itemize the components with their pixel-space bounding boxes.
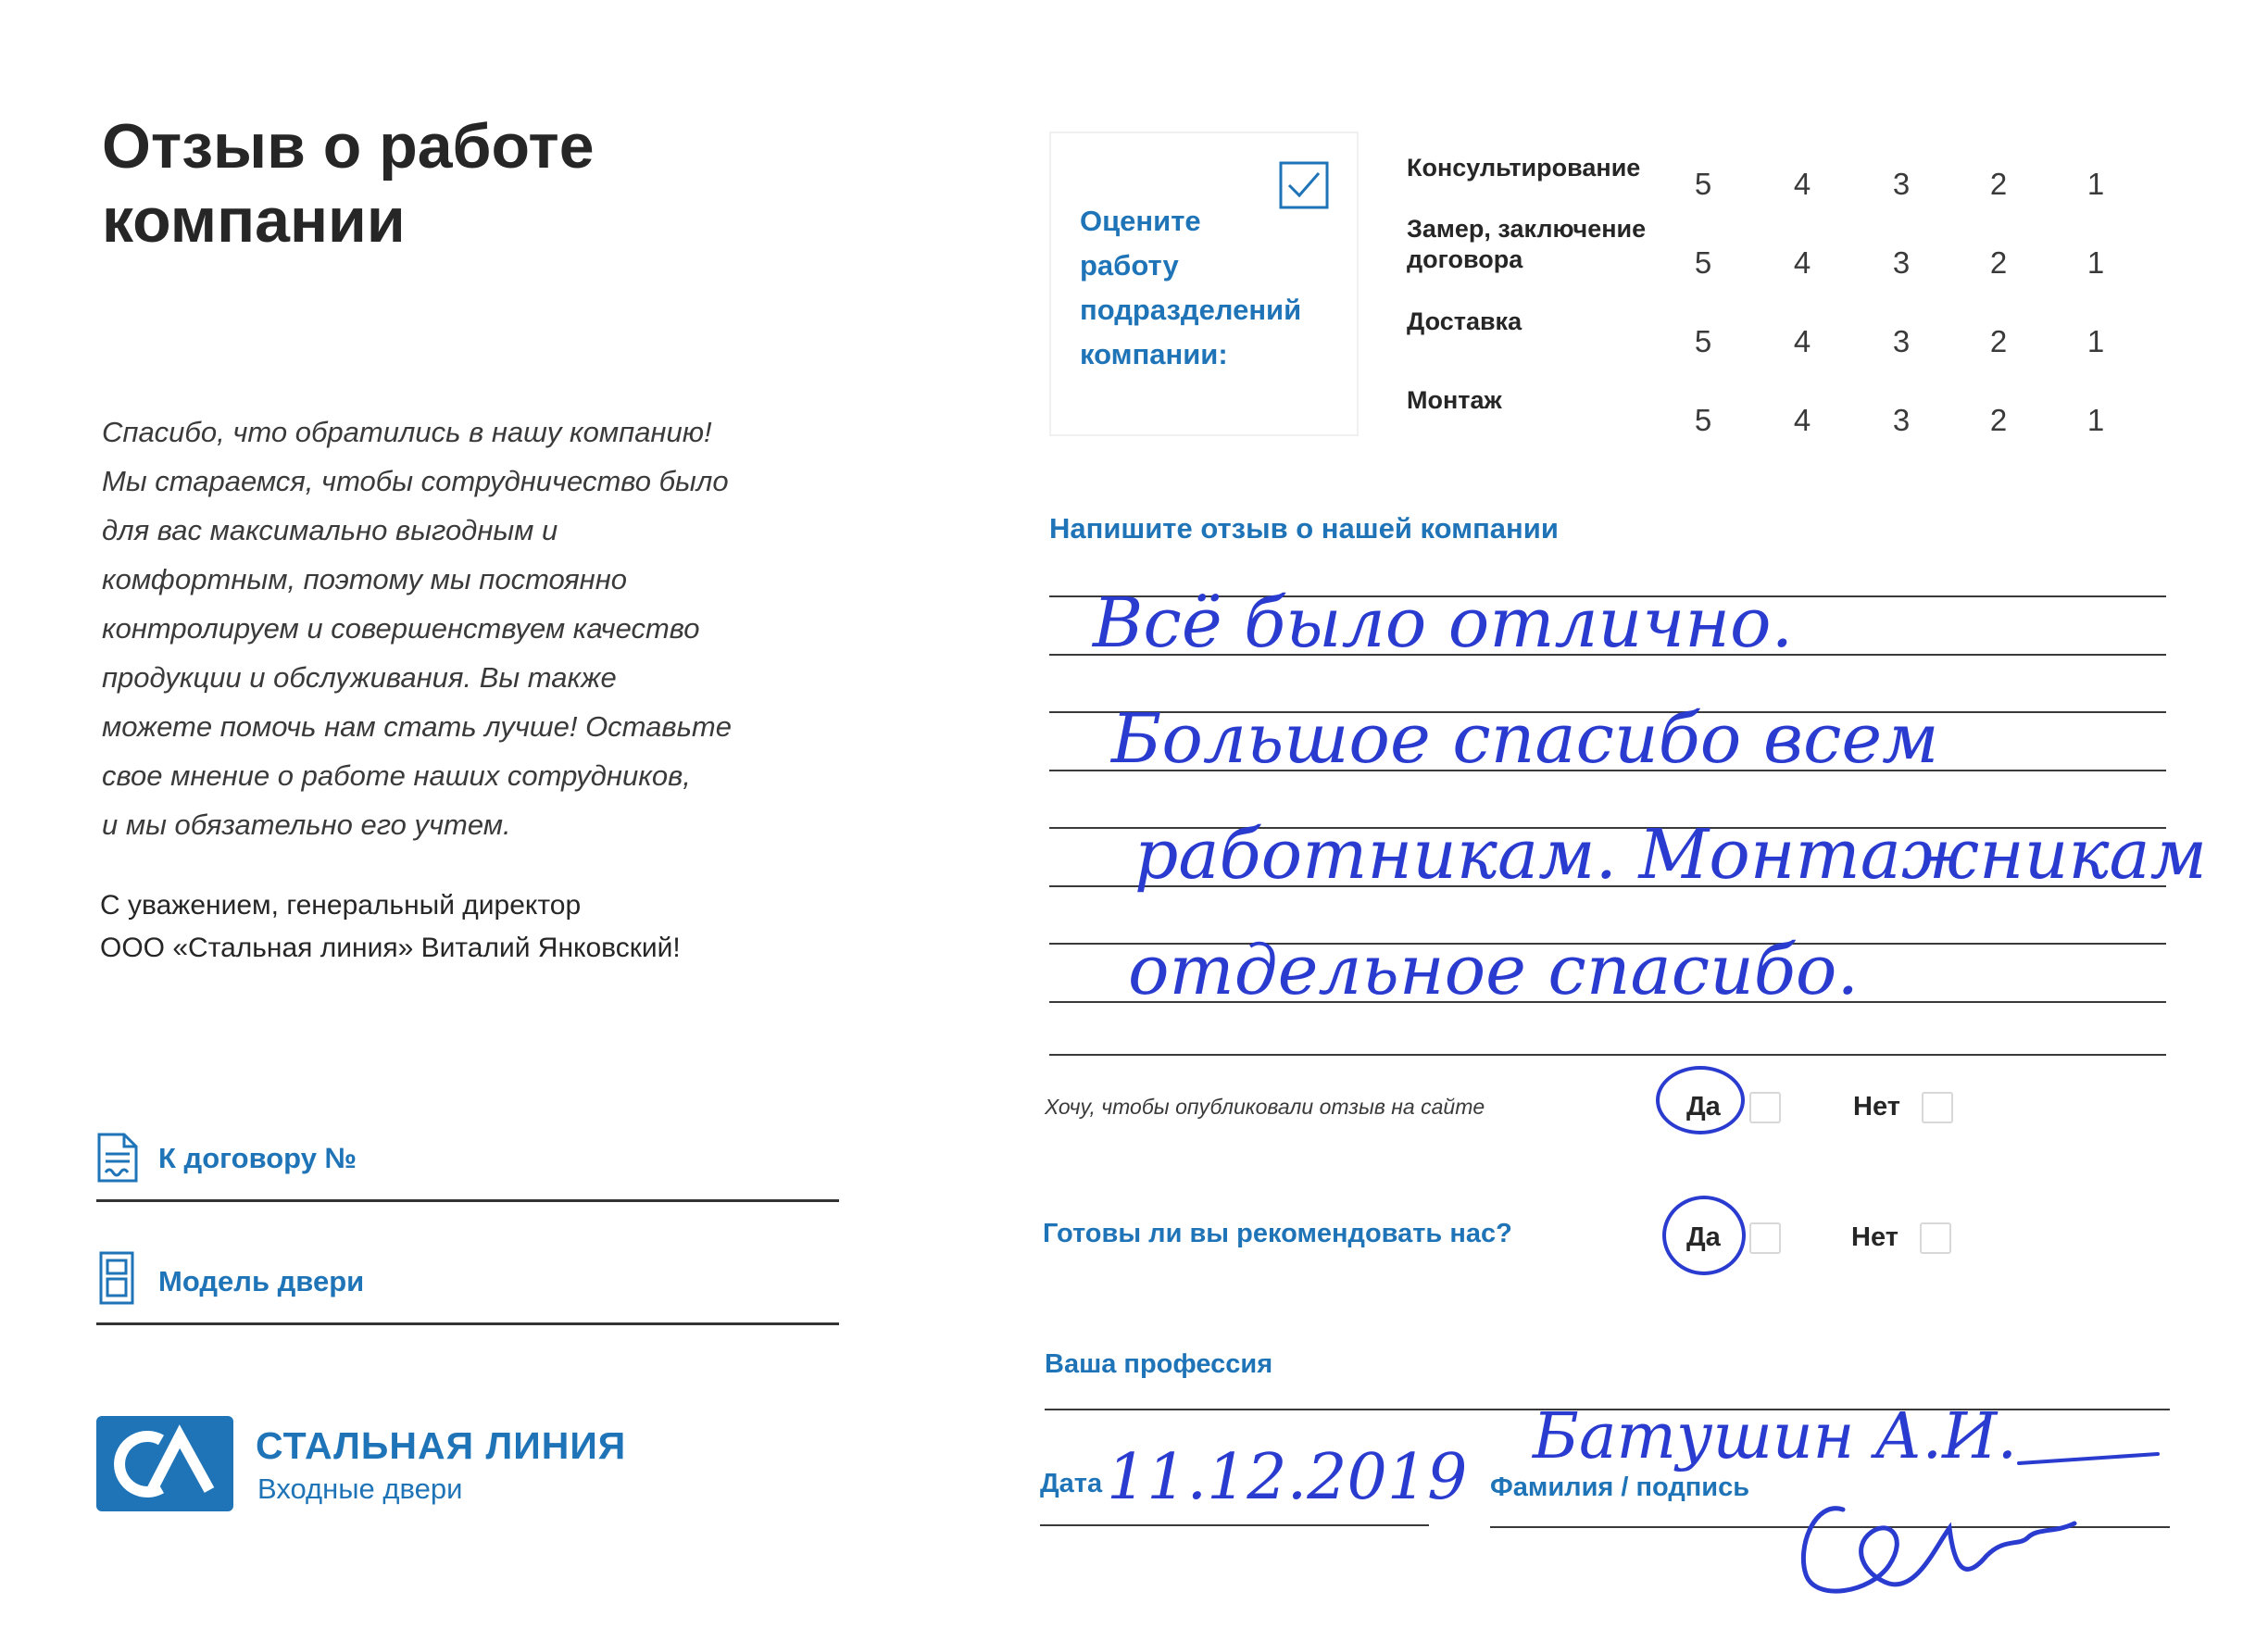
intro-line: можете помочь нам стать лучше! Оставьте [102,710,732,743]
brand-subtitle: Входные двери [257,1472,463,1505]
score-3[interactable]: 3 [1892,403,1911,437]
score-4[interactable]: 4 [1793,167,1811,201]
score-1[interactable]: 1 [2086,324,2105,358]
rating-row-delivery [1407,307,1522,337]
score-5[interactable]: 5 [1694,167,1712,201]
contract-number-label: К договору № [158,1142,357,1174]
rating-title-line: работу [1080,249,1179,282]
date-value[interactable]: 11.12.2019 [1107,1441,1468,1514]
name-value[interactable]: Батушин А.И. [1533,1400,2018,1473]
logo-mark-icon [96,1416,233,1511]
intro-line: Мы стараемся, чтобы сотрудничество было [102,465,729,497]
recommend-no-checkbox[interactable] [1920,1222,1951,1254]
intro-line: и мы обязательно его учтем. [102,808,511,841]
logo-text: СЛ [165,1507,168,1509]
intro-line: Спасибо, что обратились в нашу компанию! [102,416,712,448]
rating-row-label: Монтаж [1407,386,1502,414]
rating-title-line: компании: [1080,338,1228,370]
score-3[interactable]: 3 [1892,167,1911,201]
score-1[interactable]: 1 [2086,245,2105,280]
rating-row-installation [1407,385,1502,416]
recommend-no-label: Нет [1851,1222,1898,1252]
rating-row-consulting [1407,153,1640,183]
review-title: Напишите отзыв о нашей компании [1049,512,1559,545]
brand-name: СТАЛЬНАЯ ЛИНИЯ [256,1424,627,1467]
score-2[interactable]: 2 [1989,403,2008,437]
rating-row-label: Замер, заключение [1407,215,1647,243]
rating-row-label: Доставка [1407,307,1522,335]
publish-question: Хочу, чтобы опубликовали отзыв на сайте [1045,1095,1485,1119]
rating-title-line: подразделений [1080,294,1302,326]
name-signature-label: Фамилия / подпись [1490,1472,1750,1502]
rating-row-measurement [1407,214,1646,275]
rating-row-label: договора [1407,245,1523,273]
director-regards [100,884,681,970]
publish-yes-checkbox[interactable] [1749,1092,1781,1123]
publish-no-label: Нет [1853,1092,1900,1122]
rating-title [1080,199,1301,377]
publish-no-checkbox[interactable] [1922,1092,1953,1123]
review-handwriting-line[interactable]: Большое спасибо всем [1111,699,1939,779]
score-2[interactable]: 2 [1989,245,2008,280]
score-1[interactable]: 1 [2086,403,2105,437]
contract-number-field[interactable] [96,1199,839,1202]
date-field[interactable] [1040,1524,1429,1526]
score-5[interactable]: 5 [1694,403,1712,437]
date-label: Дата [1040,1469,1103,1498]
review-line [1049,1054,2166,1056]
door-icon [98,1250,135,1306]
rating-row-label: Консультирование [1407,154,1641,182]
recommend-question: Готовы ли вы рекомендовать нас? [1043,1219,1512,1248]
review-handwriting-line[interactable]: отдельное спасибо. [1128,931,1859,1010]
intro-line: для вас максимально выгодным и [102,514,558,546]
regards-line: ООО «Стальная линия» Виталий Янковский! [100,933,681,963]
score-4[interactable]: 4 [1793,324,1811,358]
publish-yes-label: Да [1686,1092,1721,1122]
score-4[interactable]: 4 [1793,403,1811,437]
handwritten-signature [1787,1445,2176,1616]
score-2[interactable]: 2 [1989,167,2008,201]
recommend-yes-checkbox[interactable] [1749,1222,1781,1254]
brand-logo [96,1416,233,1511]
review-handwriting-line[interactable]: Всё было отлично. [1093,583,1794,663]
recommend-yes-label: Да [1686,1222,1721,1252]
door-model-label: Модель двери [158,1265,365,1297]
document-icon [96,1132,139,1184]
door-model-field[interactable] [96,1322,839,1325]
profession-label: Ваша профессия [1045,1349,1273,1379]
score-5[interactable]: 5 [1694,324,1712,358]
score-3[interactable]: 3 [1892,324,1911,358]
regards-line: С уважением, генеральный директор [100,890,582,921]
intro-line: комфортным, поэтому мы постоянно [102,563,628,595]
score-3[interactable]: 3 [1892,245,1911,280]
review-handwriting-line[interactable]: работникам. Монтажникам [1134,815,2208,895]
intro-line: контролируем и совершенствуем качество [102,612,700,645]
intro-line: свое мнение о работе наших сотрудников, [102,759,691,792]
rating-title-line: Оцените [1080,205,1201,237]
score-2[interactable]: 2 [1989,324,2008,358]
score-5[interactable]: 5 [1694,245,1712,280]
score-4[interactable]: 4 [1793,245,1811,280]
intro-text [102,407,806,849]
intro-line: продукции и обслуживания. Вы также [102,661,617,694]
score-1[interactable]: 1 [2086,167,2105,201]
page-title: Отзыв о работе компании [102,111,595,256]
